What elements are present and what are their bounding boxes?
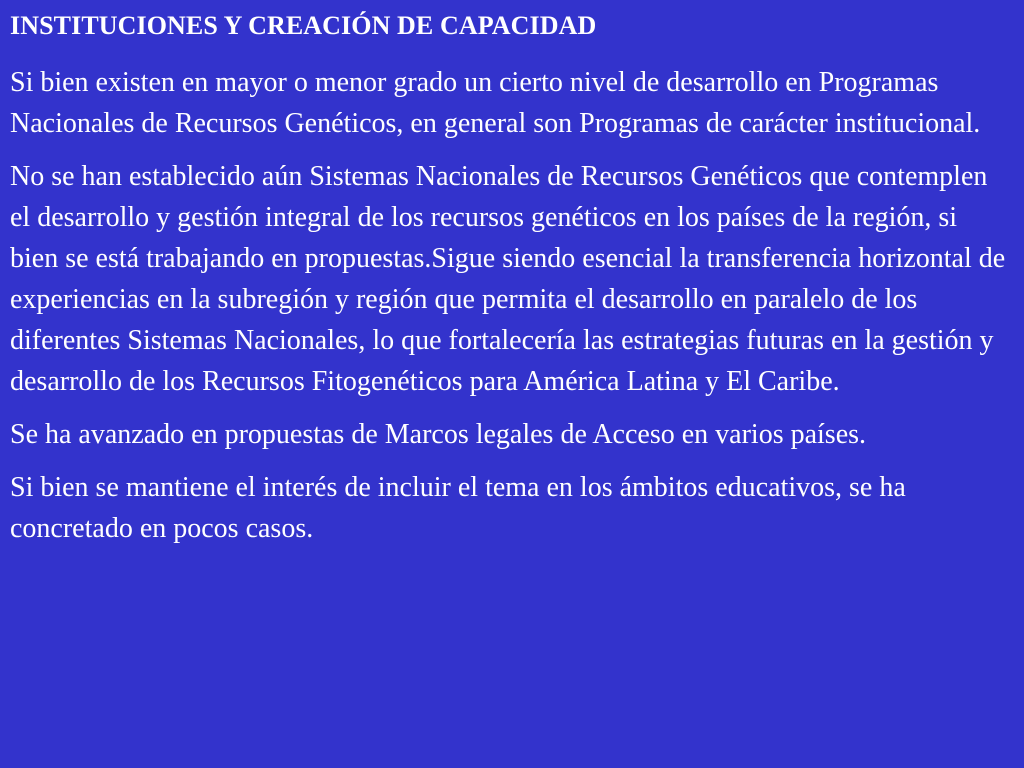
paragraph-programas-nacionales: Si bien existen en mayor o menor grado un cierto nivel de desarrollo en Programas Nacionales de Recursos Genéticos, en general son Programas de carácter institucional. — [10, 67, 981, 139]
slide-title: INSTITUCIONES Y CREACIÓN DE CAPACIDAD — [10, 11, 597, 40]
paragraph-sistemas-nacionales: No se han establecido aún Sistemas Nacionales de Recursos Genéticos que contemplen el desarrollo y gestión integral de los recursos genéticos en los países de la región, si bien se está trabajando en propuestas.Sigue siendo esencial la transferencia horizontal de experiencias en la subregión y región que permita el desarrollo en paralelo de los diferentes Sistemas Nacionales, lo que fortalecería las estrategias futuras en la gestión y desarrollo de los Recursos Fitogenéticos para América Latina y El Caribe. — [10, 161, 1006, 397]
paragraph-ambitos-educativos: Si bien se mantiene el interés de incluir el tema en los ámbitos educativos, se ha concretado en pocos casos. — [10, 472, 906, 544]
paragraph-marcos-legales: Se ha avanzado en propuestas de Marcos legales de Acceso en varios países. — [10, 419, 867, 450]
